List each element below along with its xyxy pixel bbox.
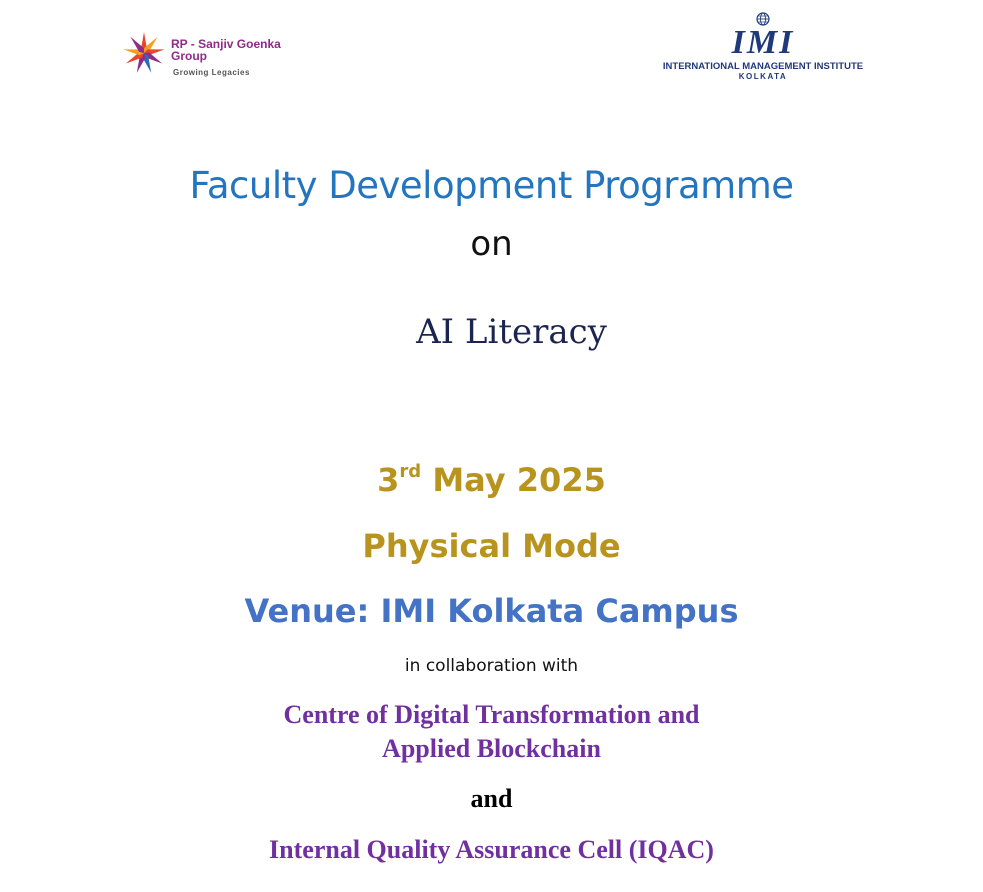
programme-topic: AI Literacy: [416, 312, 607, 352]
date-day: 3: [377, 461, 400, 499]
imi-logo: [658, 10, 868, 82]
programme-venue: Venue: IMI Kolkata Campus: [244, 592, 739, 630]
rpsg-logo-name: RP - Sanjiv Goenka Group: [171, 37, 281, 63]
partner-2: Internal Quality Assurance Cell (IQAC): [269, 835, 714, 864]
rpsg-logo: [121, 30, 291, 80]
collaboration-text: in collaboration with: [404, 656, 579, 676]
programme-mode: Physical Mode: [362, 527, 621, 565]
programme-date: [0, 461, 983, 499]
rpsg-star-icon: [121, 30, 167, 76]
imi-logo-letters: IMI: [731, 24, 795, 61]
and-text: and: [470, 784, 513, 813]
programme-title: Faculty Development Programme: [189, 164, 794, 207]
date-month-year: May 2025: [421, 461, 606, 499]
connector-on: on: [470, 224, 513, 264]
imi-logo-city: KOLKATA: [738, 72, 788, 81]
rpsg-logo-tagline: Growing Legacies: [173, 68, 250, 77]
date-suffix: rd: [399, 461, 422, 482]
imi-logo-fullname: INTERNATIONAL MANAGEMENT INSTITUTE: [662, 61, 864, 72]
partner-1-line-2: Applied Blockchain: [382, 734, 601, 763]
partner-1-line-1: Centre of Digital Transformation and: [283, 700, 700, 729]
